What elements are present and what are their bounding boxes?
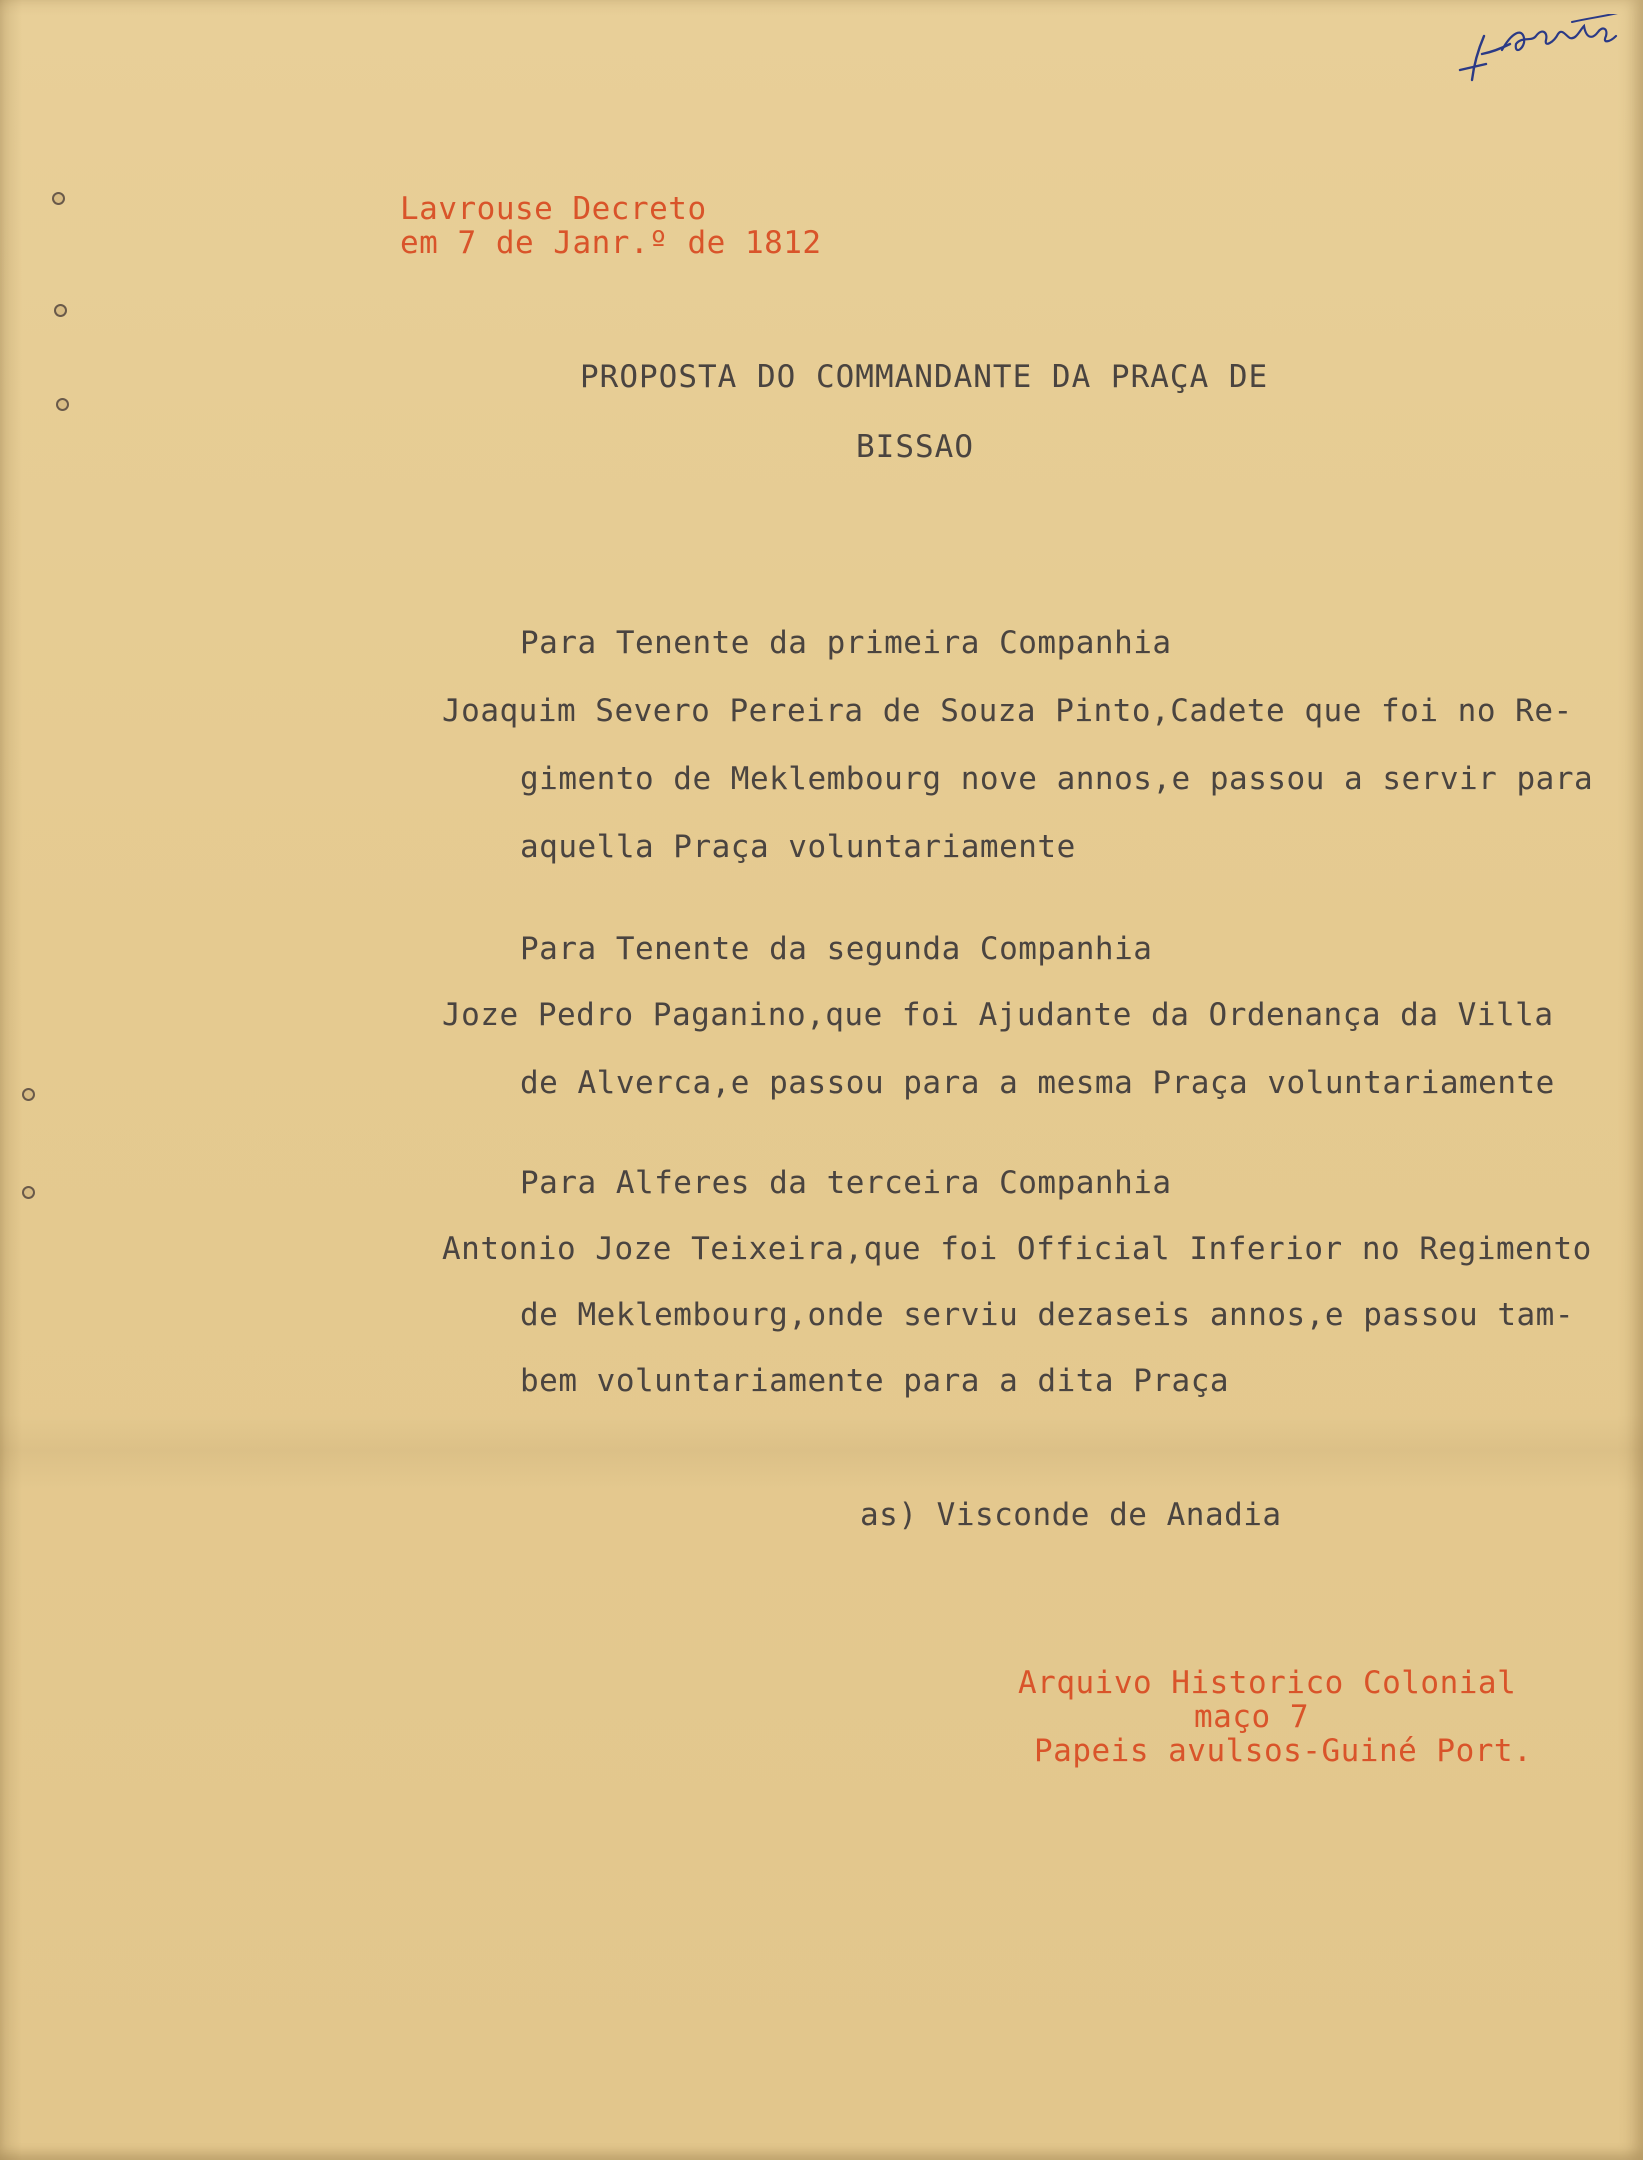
document-title-line1: PROPOSTA DO COMMANDANTE DA PRAÇA DE [580,359,1269,395]
decree-note-line2: em 7 de Janr.º de 1812 [400,225,822,261]
binder-hole [56,398,69,411]
entry-line: Joze Pedro Paganino,que foi Ajudante da Ordenança da Villa [442,997,1554,1033]
document-title-line2: BISSAO [856,429,974,465]
entry-line: de Alverca,e passou para a mesma Praça voluntariamente [520,1065,1555,1101]
archive-stamp-line3: Papeis avulsos-Guiné Port. [1034,1733,1533,1769]
binder-hole [22,1088,35,1101]
binder-hole [22,1186,35,1199]
archive-stamp-line2: maço 7 [1194,1699,1309,1735]
signatory-line: as) Visconde de Anadia [860,1497,1282,1533]
decree-note-line1: Lavrouse Decreto [400,191,707,227]
entry-line: Joaquim Severo Pereira de Souza Pinto,Cadete que foi no Re- [442,693,1573,729]
entry-line: Antonio Joze Teixeira,que foi Official Inferior no Regimento [442,1231,1592,1267]
binder-hole [52,192,65,205]
entry-line: bem voluntariamente para a dita Praça [520,1363,1230,1399]
entry-heading: Para Tenente da segunda Companhia [520,931,1153,967]
archive-stamp-line1: Arquivo Historico Colonial [1018,1665,1517,1701]
binder-hole [54,304,67,317]
entry-line: aquella Praça voluntariamente [520,829,1076,865]
entry-heading: Para Tenente da primeira Companhia [520,625,1172,661]
handwritten-corner-note [1452,14,1624,86]
entry-heading: Para Alferes da terceira Companhia [520,1165,1172,1201]
entry-line: gimento de Meklembourg nove annos,e passou a servir para [520,761,1594,797]
entry-line: de Meklembourg,onde serviu dezaseis annos,e passou tam- [520,1297,1574,1333]
